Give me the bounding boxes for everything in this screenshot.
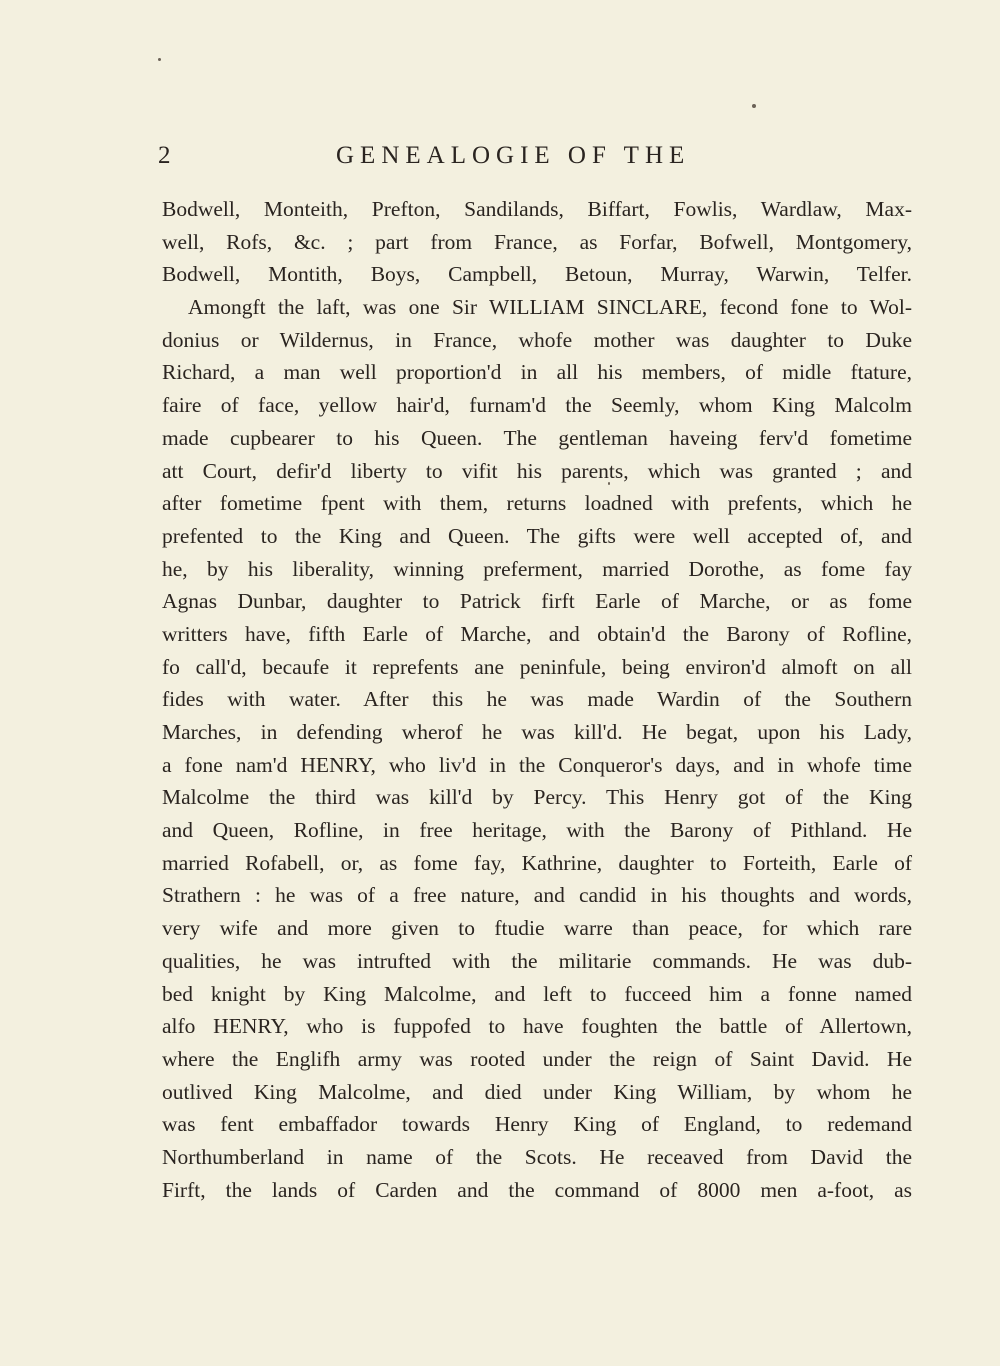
body-text [162,193,912,1206]
text-line: a fone nam'd HENRY, who liv'd in the Conqueror's days, and in whofe time [162,752,912,777]
text-line: prefented to the King and Queen. The gifts were well accepted of, and [162,523,912,548]
text-line: writters have, fifth Earle of Marche, and obtain'd the Barony of Rofline, [162,621,912,646]
text-line: after fometime fpent with them, returns loadned with prefents, which he [162,491,912,516]
text-line: faire of face, yellow hair'd, furnam'd the Seemly, whom King Malcolm [162,393,912,418]
text-line: he, by his liberality, winning preferment, married Dorothe, as fome fay [162,556,912,581]
text-line: Marches, in defending wherof he was kill'd. He begat, upon his Lady, [162,720,912,744]
ink-speck [158,58,161,61]
text-line: where the Englifh army was rooted under the reign of Saint David. He [162,1046,912,1071]
text-line: Amongft the laft, was one Sir WILLIAM SINCLARE, fecond fone to Wol- [188,295,912,320]
text-line: alfo HENRY, who is fuppofed to have foughten the battle of Allertown, [162,1014,912,1039]
text-line: was fent embaffador towards Henry King of England, to redemand [162,1112,912,1137]
text-line: Northumberland in name of the Scots. He receaved from David the [162,1144,912,1169]
text-line: Bodwell, Monteith, Prefton, Sandilands, Biffart, Fowlis, Wardlaw, Max- [162,197,912,221]
text-line: made cupbearer to his Queen. The gentleman haveing ferv'd fometime [162,425,912,450]
text-line: Bodwell, Montith, Boys, Campbell, Betoun, Murray, Warwin, Telfer. [162,262,912,287]
running-head: GENEALOGIE OF THE [336,142,691,169]
text-line: married Rofabell, or, as fome fay, Kathrine, daughter to Forteith, Earle of [162,850,912,875]
ink-speck [752,104,756,108]
text-line: donius or Wildernus, in France, whofe mother was daughter to Duke [162,327,912,352]
text-line: Richard, a man well proportion'd in all his members, of midle ftature, [162,360,912,385]
text-line: Malcolme the third was kill'd by Percy. This Henry got of the King [162,785,912,810]
text-line: and Queen, Rofline, in free heritage, with the Barony of Pithland. He [162,818,912,843]
page-header [158,140,718,174]
text-line: att Court, defir'd liberty to vifit his parents, which was granted ; and [162,458,912,483]
text-line: very wife and more given to ftudie warre than peace, for which rare [162,916,912,941]
text-line: Firft, the lands of Carden and the command of 8000 men a-foot, as [162,1177,912,1202]
text-line: fo call'd, becaufe it reprefents ane peninfule, being environ'd almoft on all [162,654,912,679]
page-number: 2 [158,142,171,169]
text-line: well, Rofs, &c. ; part from France, as Forfar, Bofwell, Montgomery, [162,229,912,254]
text-line: fides with water. After this he was made Wardin of the Southern [162,687,912,712]
text-line: outlived King Malcolme, and died under King William, by whom he [162,1079,912,1104]
text-line: Strathern : he was of a free nature, and candid in his thoughts and words, [162,883,912,908]
text-line: Agnas Dunbar, daughter to Patrick firft Earle of Marche, or as fome [162,589,912,614]
text-line: bed knight by King Malcolme, and left to fucceed him a fonne named [162,981,912,1006]
text-line: qualities, he was intrufted with the militarie commands. He was dub- [162,948,912,973]
